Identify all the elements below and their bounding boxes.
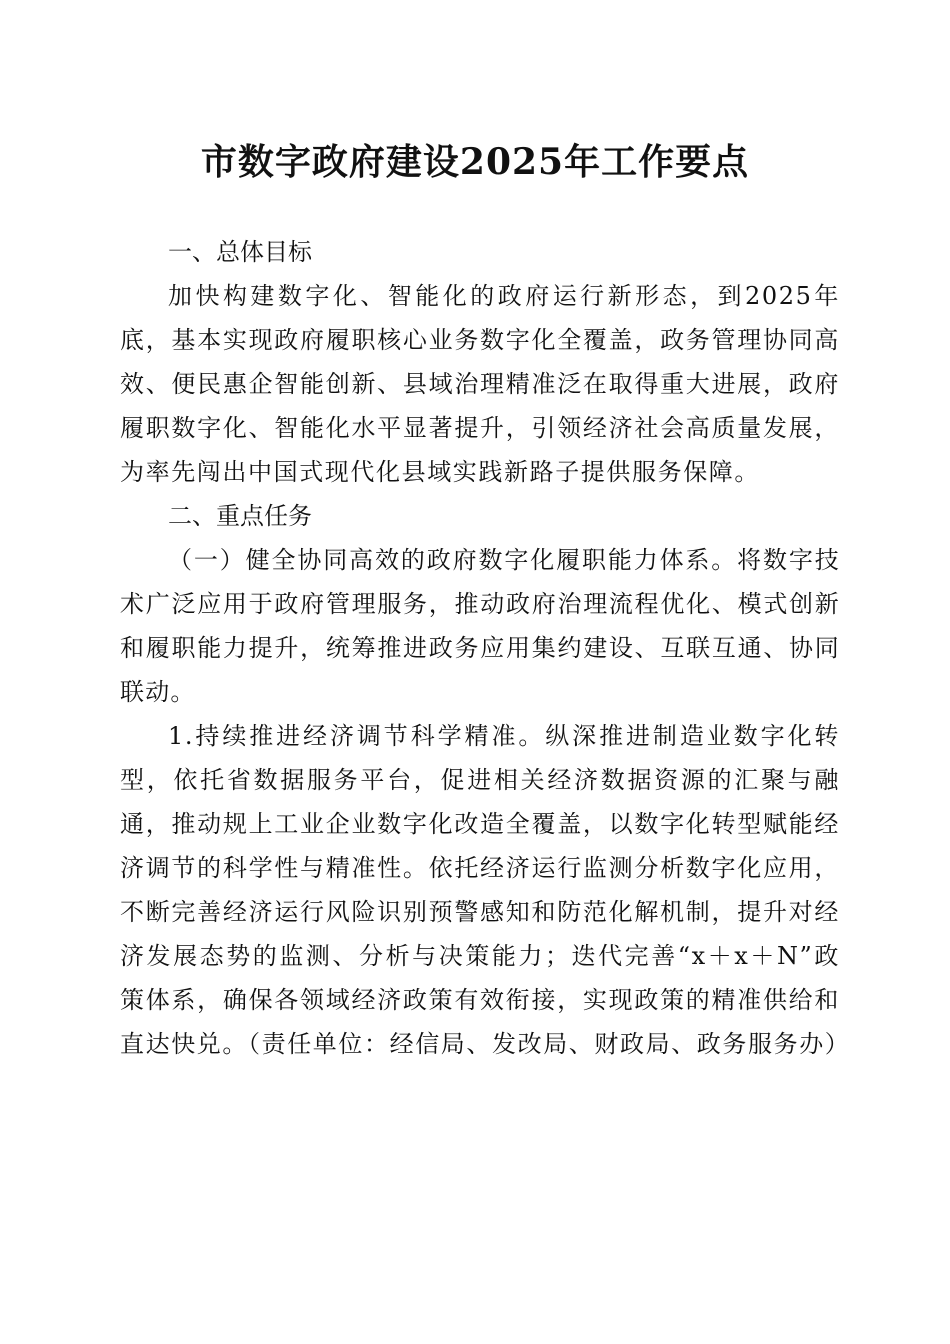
document-title: 市数字政府建设2025年工作要点 <box>200 141 750 183</box>
task-item-paragraph-1: 1.持续推进经济调节科学精准。纵深推进制造业数字化转型，依托省数据服务平台，促进相关经济数据资源的汇聚与融通，推动规上工业企业数字化改造全覆盖，以数字化转型赋能经济调节的科学性与精准性。依托经济运行监测分析数字化应用，不断完善经济运行风险识别预警感知和防范化解机制，提升对经济发展态势的监测、分析与决策能力；迭代完善“x＋x＋N”政策体系，确保各领域经济政策有效衔接，实现政策的精准供给和直达快兑。（责任单位：经信局、发改局、财政局、政务服务办） <box>120 722 851 1058</box>
section-heading-key-tasks: 二、重点任务 <box>168 502 312 530</box>
section-heading-overall-goal: 一、总体目标 <box>168 238 312 266</box>
overall-goal-paragraph: 加快构建数字化、智能化的政府运行新形态，到2025年底，基本实现政府履职核心业务数字化全覆盖，政务管理协同高效、便民惠企智能创新、县域治理精准泛在取得重大进展，政府履职数字化、智能化水平显著提升，引领经济社会高质量发展，为率先闯出中国式现代化县域实践新路子提供服务保障。 <box>120 282 840 486</box>
subsection-paragraph-1: （一）健全协同高效的政府数字化履职能力体系。将数字技术广泛应用于政府管理服务，推动政府治理流程优化、模式创新和履职能力提升，统筹推进政务应用集约建设、互联互通、协同联动。 <box>120 546 840 706</box>
document-body <box>120 230 851 1066</box>
